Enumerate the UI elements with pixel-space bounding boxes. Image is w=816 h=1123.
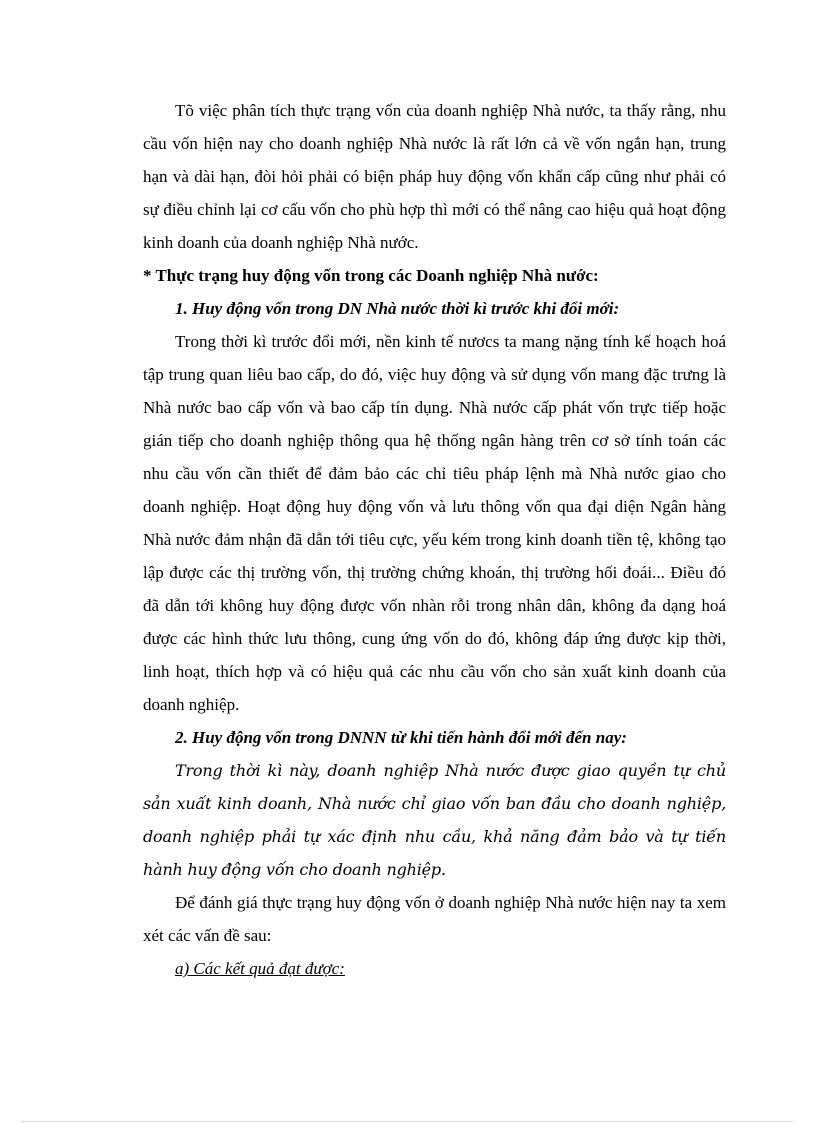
sub-heading-a: a) Các kết quả đạt được: bbox=[175, 959, 345, 978]
intro-paragraph: Tõ việc phân tích thực trạng vốn của doanh nghiệp Nhà nước, ta thấy rằng, nhu cầu vốn hiện nay cho doanh nghiệp Nhà nước là rất lớn cả về vốn ngắn hạn, trung hạn và dài hạn, đòi hỏi phải có biện pháp huy động vốn khẩn cấp cũng như phải có sự điều chỉnh lại cơ cấu vốn cho phù hợp thì mới có thể nâng cao hiệu quả hoạt động kinh doanh của doanh nghiệp Nhà nước. bbox=[143, 101, 726, 252]
document-page bbox=[143, 94, 726, 985]
paragraph-3: Để đánh giá thực trạng huy động vốn ở doanh nghiệp Nhà nước hiện nay ta xem xét các vấn đề sau: bbox=[143, 893, 726, 945]
sub-heading-2: 2. Huy động vốn trong DNNN từ khi tiến hành đổi mới đến nay: bbox=[175, 728, 627, 747]
sub-heading-1: 1. Huy động vốn trong DN Nhà nước thời kì trước khi đổi mới: bbox=[175, 299, 620, 318]
page-bottom-divider bbox=[22, 1121, 794, 1122]
paragraph-2-italic: Trong thời kì này, doanh nghiệp Nhà nước được giao quyền tự chủ sản xuất kinh doanh, Nhà nước chỉ giao vốn ban đầu cho doanh nghiệp, doanh nghiệp phải tự xác định nhu cầu, khả năng đảm bảo và tự tiến hành huy động vốn cho doanh nghiệp. bbox=[143, 761, 726, 879]
section-heading: * Thực trạng huy động vốn trong các Doanh nghiệp Nhà nước: bbox=[143, 266, 599, 285]
paragraph-1: Trong thời kì trước đổi mới, nền kinh tế nươcs ta mang nặng tính kế hoạch hoá tập trung quan liêu bao cấp, do đó, việc huy động và sử dụng vốn mang đặc trưng là Nhà nước bao cấp vốn và bao cấp tín dụng. Nhà nước cấp phát vốn trực tiếp hoặc gián tiếp cho doanh nghiệp thông qua hệ thống ngân hàng trên cơ sở tính toán các nhu cầu vốn cần thiết để đảm bảo các chỉ tiêu pháp lệnh mà Nhà nước giao cho doanh nghiệp. Hoạt động huy động vốn và lưu thông vốn qua đại diện Ngân hàng Nhà nước đảm nhận đã dẫn tới tiêu cực, yếu kém trong kinh doanh tiền tệ, không tạo lập được các thị trường vốn, thị trường chứng khoán, thị trường hối đoái... Điều đó đã dẫn tới không huy động được vốn nhàn rỗi trong nhân dân, không đa dạng hoá được các hình thức lưu thông, cung ứng vốn do đó, không đáp ứng được kịp thời, linh hoạt, thích hợp và có hiệu quả các nhu cầu vốn cho sản xuất kinh doanh của doanh nghiệp. bbox=[143, 332, 726, 714]
